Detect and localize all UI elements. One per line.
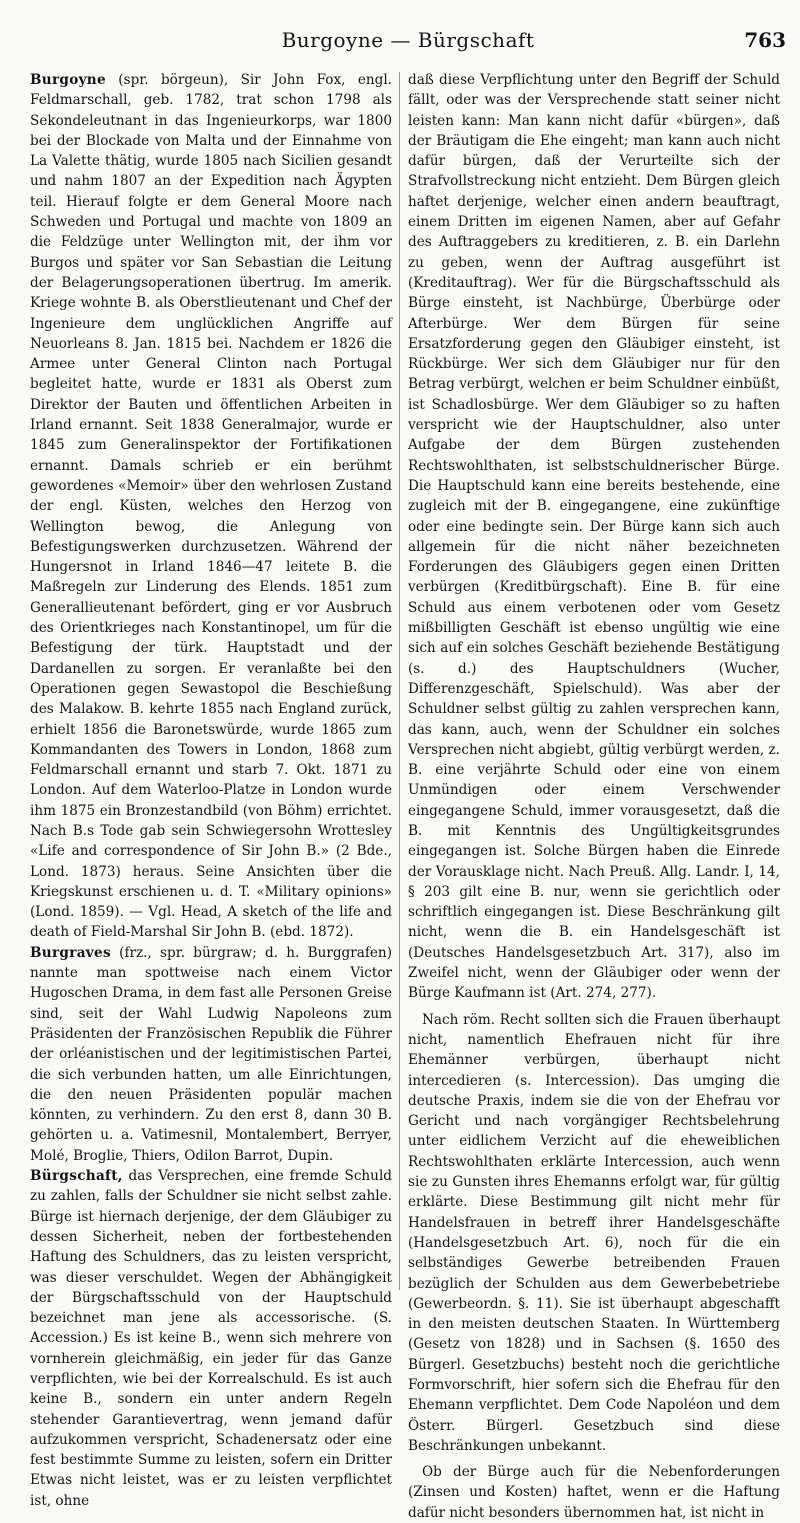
page-header	[30, 28, 786, 58]
running-title: Burgoyne — Bürgschaft	[281, 28, 535, 52]
entry-text: (frz., spr. bürgraw; d. h. Burggrafen) nannte man spottweise nach einem Victor Hugoschen Drama, in dem fast alle Personen Greise sind, seit der Wahl Ludwig Napoleons zum Präsidenten der Französischen Republik die Führer der orléanistischen und der legitimistischen Partei, die sich verbunden hatten, um alle Einrichtungen, die den neuen Präsidenten populär machen könnten, zu verhindern. Zu den erst 8, dann 30 B. gehörten u. a. Vatimesnil, Montalembert, Berryer, Molé, Broglie, Thiers, Odilon Barrot, Dupin.	[30, 944, 392, 1164]
right-column	[408, 70, 780, 1521]
entry-paragraph: Ob der Bürge auch für die Nebenforderungen (Zinsen und Kosten) haftet, wenn er die Haftung dafür nicht besonders übernommen hat, ist nicht in	[408, 1464, 780, 1521]
page-number: 763	[744, 28, 786, 52]
entry-burgoyne	[30, 70, 392, 943]
entry-headword: Burgraves	[30, 944, 111, 961]
entry-text: (spr. börgeun), Sir John Fox, engl. Feldmarschall, geb. 1782, trat schon 1798 als Sekondeleutnant in das Ingenieurkorps, war 1800 bei der Blockade von Malta und der Einnahme von La Valette thätig, wurde 1805 nach Sicilien gesandt und nahm 1807 an der Expedition nach Ägypten teil. Hierauf folgte er dem General Moore nach Schweden und Portugal und machte von 1809 an die Feldzüge unter Wellington mit, der ihm vor Burgos und später vor San Sebastian die Leitung der Belagerungsoperationen übertrug. Im amerik. Kriege wohnte B. als Oberstlieutenant und Chef der Ingenieure dem unglücklichen Angriffe auf Neuorleans 8. Jan. 1815 bei. Nachdem er 1826 die Armee unter General Clinton nach Portugal begleitet hatte, wurde er 1831 als Oberst zum Direktor der Bauten und öffentlichen Arbeiten in Irland ernannt. Seit 1838 Generalmajor, wurde er 1845 zum Generalinspektor der Fortifikationen ernannt. Damals schrieb er ein berühmt gewordenes «Memoir» über den wehrlosen Zustand der engl. Küsten, welches den Herzog von Wellington bewog, die Anlegung von Befestigungswerken durchzusetzen. Während der Hungersnot in Irland 1846—47 leitete B. die Maßregeln zur Linderung des Elends. 1851 zum Generallieutenant befördert, ging er vor Ausbruch des Orientkrieges nach Konstantinopel, um für die Befestigung der türk. Hauptstadt und der Dardanellen zu sorgen. Er veranlaßte bei den Operationen gegen Sewastopol die Beschießung des Malakow. B. kehrte 1855 nach England zurück, erhielt 1856 die Baronetswürde, wurde 1865 zum Kommandanten des Towers in London, 1868 zum Feldmarschall ernannt und starb 7. Okt. 1871 zu London. Auf dem Waterloo-Platze in London wurde ihm 1875 ein Bronzestandbild (von Böhm) errichtet. Nach B.s Tode gab sein Schwiegersohn Wrottesley «Life and correspondence of Sir John B.» (2 Bde., Lond. 1873) heraus. Seine Ansichten über die Kriegskunst erschienen u. d. T. «Military opinions» (Lond. 1859). — Vgl. Head, A sketch of the life and death of Field-Marshal Sir John B. (ebd. 1872).	[30, 72, 392, 941]
entry-buergschaft	[30, 1166, 392, 1511]
entry-burgraves	[30, 943, 392, 1166]
entry-continuation: daß diese Verpflichtung unter den Begriff der Schuld fällt, oder was der Versprechende statt seiner nicht leisten kann: Man kann nicht dafür «bürgen», daß der Bräutigam die Ehe eingeht; man kann auch nicht dafür bürgen, daß der Verurteilte sich der Strafvollstreckung nicht entzieht. Dem Bürgen gleich haftet derjenige, welcher einen andern beauftragt, einem Dritten im eigenen Namen, aber auf Gefahr des Auftraggebers zu kreditieren, z. B. ein Darlehn zu geben, wenn der Auftrag ausgeführt ist (Kreditauftrag). Wer für die Bürgschaftsschuld als Bürge einsteht, ist Nachbürge, Überbürge oder Afterbürge. Wer dem Bürgen für seine Ersatzforderung gegen den Gläubiger einsteht, ist Rückbürge. Wer sich dem Gläubiger nur für den Betrag verbürgt, welchen er beim Schuldner einbüßt, ist Schadlosbürge. Wer dem Gläubiger so zu haften verspricht wie der Hauptschuldner, also unter Aufgabe der dem Bürgen zustehenden Rechtswohlthaten, ist selbstschuldnerischer Bürge. Die Hauptschuld kann eine bereits bestehende, eine zugleich mit der B. eingegangene, eine zukünftige oder eine bedingte sein. Der Bürge kann sich auch allgemein für die nicht näher bezeichneten Forderungen des Gläubigers gegen einen Dritten verbürgen (Kreditbürgschaft). Eine B. für eine Schuld aus einem verbotenen oder vom Gesetz mißbilligten Geschäft ist ebenso ungültig wie eine sich auf ein solches Geschäft beziehende Bestätigung (s. d.) des Hauptschuldners (Wucher, Differenzgeschäft, Spielschuld). Was aber der Schuldner selbst gültig zu zahlen versprechen kann, das kann, auch, wenn der Schuldner ein solches Versprechen nicht abgiebt, gültig verbürgt werden, z. B. eine verjährte Schuld oder eine von einem Unmündigen oder einem Verschwender eingegangene Schuld, immer vorausgesetzt, daß die B. mit Kenntnis des Ungültigkeitsgrundes eingegangen ist. Solche Bürgen haben die Einrede der Vorausklage nicht. Nach Preuß. Allg. Landr. I, 14, § 203 gilt eine B. nur, wenn sie gerichtlich oder schriftlich eingegangen ist. Diese Beschränkung gilt nicht, wenn die B. ein Handelsgeschäft ist (Deutsches Handelsgesetzbuch Art. 317), also im Zweifel nicht, wenn der Gläubiger oder wenn der Bürge Kaufmann ist (Art. 274, 277).	[408, 72, 780, 1002]
left-column	[30, 70, 392, 1509]
column-divider	[399, 72, 400, 1290]
entry-paragraph: Nach röm. Recht sollten sich die Frauen überhaupt nicht, namentlich Ehefrauen nicht für ihre Ehemänner verbürgen, überhaupt nicht intercedieren (s. Intercession). Das umging die deutsche Praxis, indem sie die von der Ehefrau vor Gericht und nach vorgängiger Rechtsbelehrung unter eidlichem Verzicht auf die eheweiblichen Rechtswohlthaten erklärte Intercession, auch wenn sie zu Gunsten ihres Ehemanns erfolgt war, für gültig erklärte. Diese Bestimmung gilt nicht mehr für Handelsfrauen in betreff ihrer Handelsgeschäfte (Handelsgesetzbuch Art. 6), noch für die ein selbständiges Gewerbe betreibenden Frauen bezüglich der Schulden aus dem Gewerbebetriebe (Gewerbeordn. §. 11). Sie ist überhaupt abgeschafft in den meisten deutschen Staaten. In Württemberg (Gesetz von 1828) und in Sachsen (§. 1650 des Bürgerl. Gesetzbuchs) besteht noch die gerichtliche Formvorschrift, hier sofern sich die Ehefrau für den Ehemann verpflichtet. Dem Code Napoléon und dem Österr. Bürgerl. Gesetzbuch sind diese Beschränkungen unbekannt.	[408, 1011, 780, 1454]
entry-headword: Burgoyne	[30, 72, 106, 88]
entry-headword: Bürgschaft,	[30, 1168, 123, 1185]
entry-text: das Versprechen, eine fremde Schuld zu zahlen, falls der Schuldner sie nicht selbst zahle. Bürge ist hiernach derjenige, der dem Gläubiger zu dessen Sicherheit, neben der fortbestehenden Haftung des Schuldners, das zu leisten verspricht, was dieser verschuldet. Wegen der Abhängigkeit der Bürgschaftsschuld von der Hauptschuld bezeichnet man jene als accessorische. (S. Accession.) Es ist keine B., wenn sich mehrere von vornherein gleichmäßig, ein jeder für das Ganze verpflichten, wie bei der Korrealschuld. Es ist auch keine B., sondern ein unter andern Regeln stehender Garantievertrag, wenn jemand dafür aufzukommen verspricht, Schadenersatz oder eine fest bestimmte Summe zu leisten, sofern ein Dritter Etwas nicht leistet, was er zu leisten verpflichtet ist, ohne	[30, 1168, 392, 1509]
